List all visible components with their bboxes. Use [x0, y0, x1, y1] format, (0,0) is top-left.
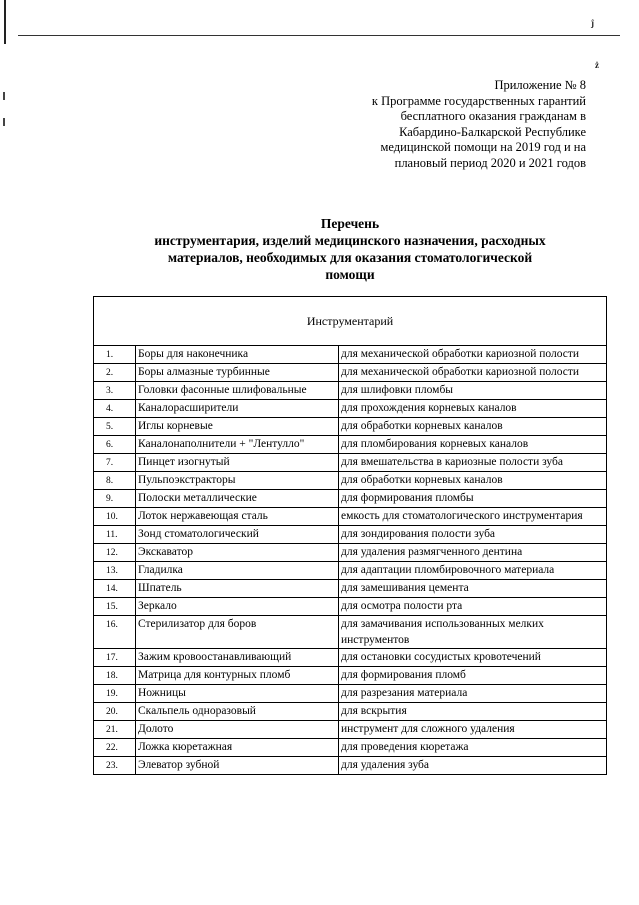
instrument-purpose: для обработки корневых каналов: [339, 418, 607, 436]
table-row: [94, 703, 607, 721]
instrument-name: Пинцет изогнутый: [136, 454, 339, 472]
row-number: 7.: [94, 454, 136, 472]
instrument-purpose: для зондирования полости зуба: [339, 526, 607, 544]
section-header: Инструментарий: [94, 297, 607, 346]
row-number: 3.: [94, 382, 136, 400]
instrument-name: Полоски металлические: [136, 490, 339, 508]
instrument-name: Лоток нержавеющая сталь: [136, 508, 339, 526]
instrument-name: Экскаватор: [136, 544, 339, 562]
row-number: 12.: [94, 544, 136, 562]
table-row: [94, 436, 607, 454]
table-row: [94, 472, 607, 490]
row-number: 17.: [94, 649, 136, 667]
table-row: [94, 454, 607, 472]
instrument-purpose: для замачивания использованных мелких инструментов: [339, 616, 607, 649]
instrument-name: Ложка кюретажная: [136, 739, 339, 757]
instrument-purpose: для удаления размягченного дентина: [339, 544, 607, 562]
instrument-name: Каналорасширители: [136, 400, 339, 418]
appendix-line: Кабардино-Балкарской Республике: [399, 124, 586, 139]
title-line: Перечень: [320, 216, 380, 231]
instrument-purpose: для разрезания материала: [339, 685, 607, 703]
table-row: [94, 346, 607, 364]
instrument-name: Шпатель: [136, 580, 339, 598]
instrument-name: Иглы корневые: [136, 418, 339, 436]
instrument-name: Долото: [136, 721, 339, 739]
scan-top-line: [18, 35, 620, 36]
instrument-name: Боры алмазные турбинные: [136, 364, 339, 382]
instrument-purpose: инструмент для сложного удаления: [339, 721, 607, 739]
title-line: помощи: [325, 267, 375, 282]
row-number: 11.: [94, 526, 136, 544]
section-header-row: [94, 297, 607, 346]
table-row: [94, 544, 607, 562]
row-number: 16.: [94, 616, 136, 649]
instrument-purpose: для вскрытия: [339, 703, 607, 721]
table-row: [94, 562, 607, 580]
instrument-purpose: для обработки корневых каналов: [339, 472, 607, 490]
table-row: [94, 508, 607, 526]
table-row: [94, 400, 607, 418]
instrument-purpose: для механической обработки кариозной полости: [339, 346, 607, 364]
table-row: [94, 757, 607, 775]
table-row: [94, 382, 607, 400]
row-number: 14.: [94, 580, 136, 598]
instrument-purpose: для пломбирования корневых каналов: [339, 436, 607, 454]
table-row: [94, 526, 607, 544]
appendix-line: бесплатного оказания гражданам в: [400, 109, 586, 123]
instrument-name: Ножницы: [136, 685, 339, 703]
instrument-name: Стерилизатор для боров: [136, 616, 339, 649]
instrument-name: Зонд стоматологический: [136, 526, 339, 544]
instrument-name: Матрица для контурных пломб: [136, 667, 339, 685]
table-row: [94, 490, 607, 508]
table-row: [94, 667, 607, 685]
instrument-name: Зеркало: [136, 598, 339, 616]
instrument-name: Зажим кровоостанавливающий: [136, 649, 339, 667]
row-number: 9.: [94, 490, 136, 508]
instrument-purpose: для формирования пломб: [339, 667, 607, 685]
instrument-purpose: для прохождения корневых каналов: [339, 400, 607, 418]
row-number: 4.: [94, 400, 136, 418]
row-number: 23.: [94, 757, 136, 775]
row-number: 2.: [94, 364, 136, 382]
row-number: 5.: [94, 418, 136, 436]
instrument-purpose: емкость для стоматологического инструментария: [339, 508, 607, 526]
row-number: 19.: [94, 685, 136, 703]
row-number: 8.: [94, 472, 136, 490]
instruments-table: [93, 296, 607, 775]
table-row: [94, 616, 607, 649]
instrument-purpose: для замешивания цемента: [339, 580, 607, 598]
row-number: 10.: [94, 508, 136, 526]
table-row: [94, 418, 607, 436]
scan-artifact: ż: [595, 60, 599, 70]
margin-mark: [3, 92, 5, 100]
table-row: [94, 580, 607, 598]
scan-edge-mark: [4, 0, 6, 44]
margin-mark: [3, 118, 5, 126]
instrument-purpose: для формирования пломбы: [339, 490, 607, 508]
instrument-name: Боры для наконечника: [136, 346, 339, 364]
instrument-name: Пульпоэкстракторы: [136, 472, 339, 490]
instrument-name: Скальпель одноразовый: [136, 703, 339, 721]
title-line: материалов, необходимых для оказания стоматологической: [167, 250, 533, 265]
row-number: 22.: [94, 739, 136, 757]
row-number: 21.: [94, 721, 136, 739]
instrument-purpose: для проведения кюретажа: [339, 739, 607, 757]
instrument-purpose: для вмешательства в кариозные полости зуба: [339, 454, 607, 472]
appendix-line: к Программе государственных гарантий: [371, 93, 586, 108]
table-row: [94, 598, 607, 616]
table-row: [94, 649, 607, 667]
instrument-purpose: для шлифовки пломбы: [339, 382, 607, 400]
instrument-purpose: для осмотра полости рта: [339, 598, 607, 616]
table-row: [94, 364, 607, 382]
instrument-purpose: для остановки сосудистых кровотечений: [339, 649, 607, 667]
instrument-name: Гладилка: [136, 562, 339, 580]
appendix-line: Приложение № 8: [494, 78, 586, 92]
row-number: 1.: [94, 346, 136, 364]
instrument-purpose: для механической обработки кариозной полости: [339, 364, 607, 382]
row-number: 13.: [94, 562, 136, 580]
appendix-note: [256, 78, 586, 171]
row-number: 6.: [94, 436, 136, 454]
scan-artifact: ĵ: [591, 18, 594, 28]
row-number: 18.: [94, 667, 136, 685]
instrument-name: Элеватор зубной: [136, 757, 339, 775]
table-row: [94, 739, 607, 757]
instrument-purpose: для адаптации пломбировочного материала: [339, 562, 607, 580]
table-row: [94, 721, 607, 739]
row-number: 20.: [94, 703, 136, 721]
title-line: инструментария, изделий медицинского назначения, расходных: [154, 233, 546, 248]
instrument-purpose: для удаления зуба: [339, 757, 607, 775]
instrument-name: Головки фасонные шлифовальные: [136, 382, 339, 400]
instrument-name: Каналонаполнители + "Лентулло": [136, 436, 339, 454]
appendix-line: медицинской помощи на 2019 год и на: [380, 140, 586, 154]
appendix-line: плановый период 2020 и 2021 годов: [394, 155, 586, 170]
table-row: [94, 685, 607, 703]
row-number: 15.: [94, 598, 136, 616]
document-title: [120, 215, 580, 283]
